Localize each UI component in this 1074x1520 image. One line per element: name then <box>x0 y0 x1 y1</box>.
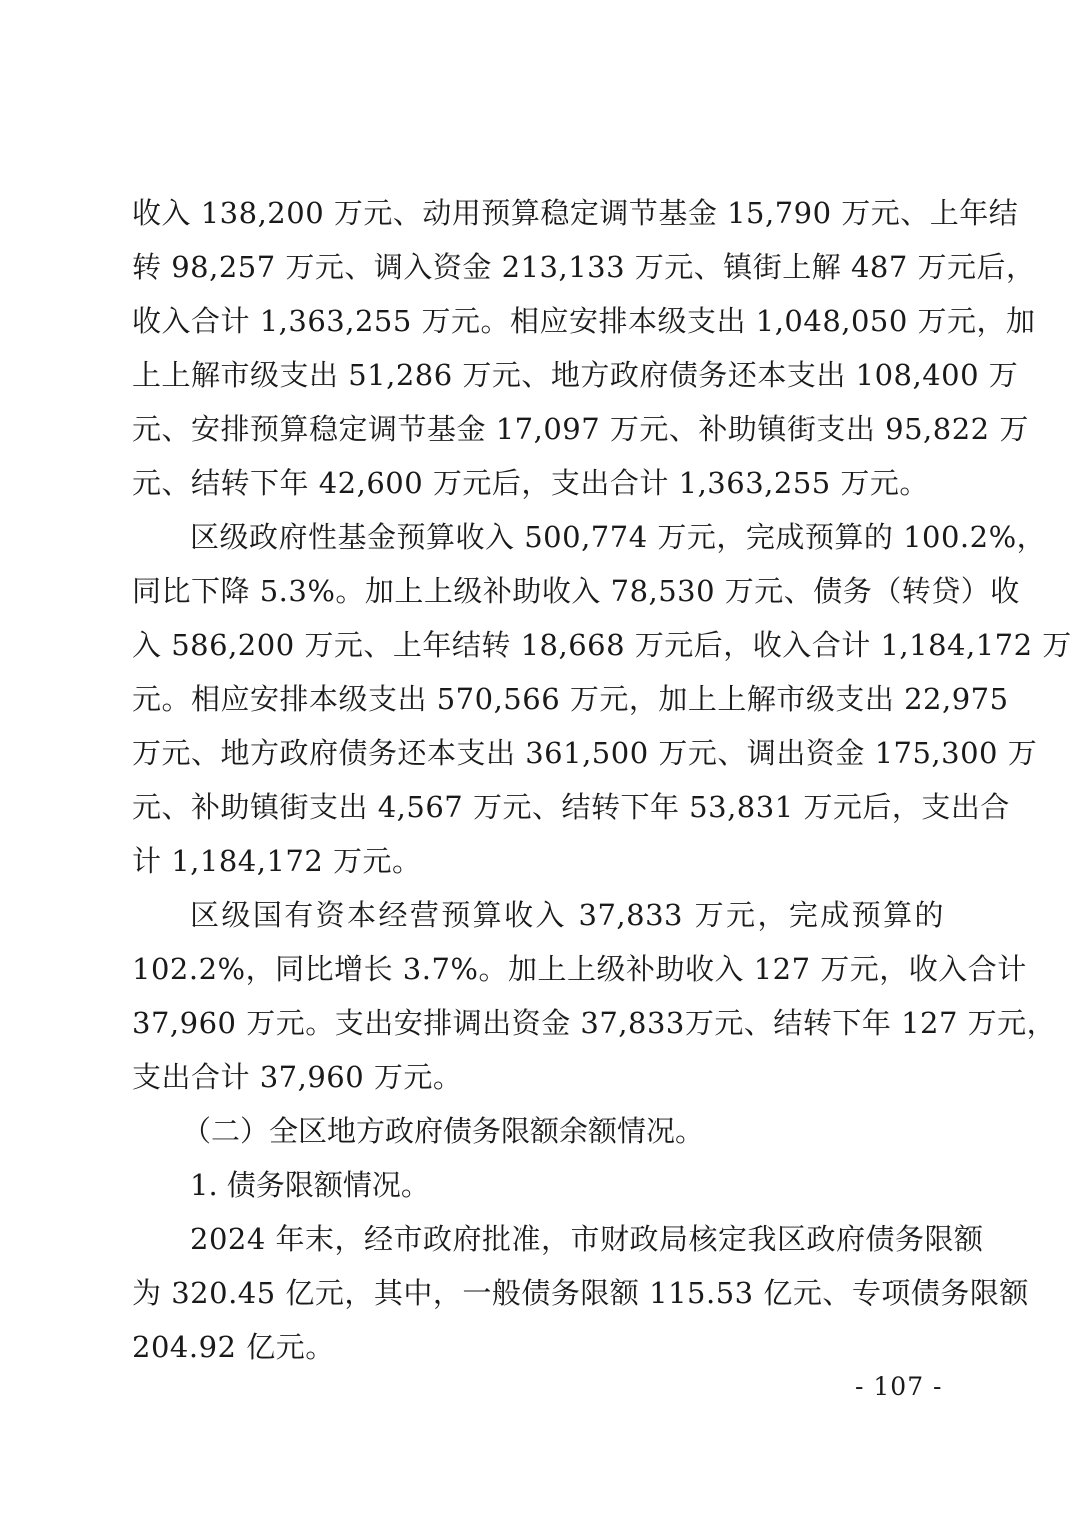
paragraph-general-budget-continuation <box>132 186 1036 510</box>
text-line: 元。相应安排本级支出 570,566 万元，加上上解市级支出 22,975 <box>132 682 1009 716</box>
text-line: 入 586,200 万元、上年结转 18,668 万元后，收入合计 1,184,172 万 <box>132 628 1072 662</box>
paragraph-government-fund-budget <box>132 510 1072 888</box>
subheading-debt-limit <box>132 1158 944 1212</box>
paragraph-state-capital-budget <box>132 888 1057 1104</box>
text-line: 204.92 亿元。 <box>132 1330 335 1364</box>
text-line: 102.2%，同比增长 3.7%。加上上级补助收入 127 万元，收入合计 <box>132 952 1027 986</box>
text-line: 转 98,257 万元、调入资金 213,133 万元、镇街上解 487 万元后， <box>132 250 1036 284</box>
page-number: - 107 - <box>855 1372 943 1401</box>
text-line: 同比下降 5.3%。加上上级补助收入 78,530 万元、债务（转贷）收 <box>132 574 1020 608</box>
paragraph-debt-limit <box>132 1212 1029 1374</box>
text-line: 区级国有资本经营预算收入 37,833 万元，完成预算的 <box>190 898 944 932</box>
text-line: 收入 138,200 万元、动用预算稳定调节基金 15,790 万元、上年结 <box>132 196 1019 230</box>
text-line: 计 1,184,172 万元。 <box>132 844 422 878</box>
text-line: 37,960 万元。支出安排调出资金 37,833万元、结转下年 127 万元， <box>132 1006 1057 1040</box>
text-line: 区级政府性基金预算收入 500,774 万元，完成预算的 100.2%， <box>190 520 1047 554</box>
text-line: 元、结转下年 42,600 万元后，支出合计 1,363,255 万元。 <box>132 466 929 500</box>
text-line: 为 320.45 亿元，其中，一般债务限额 115.53 亿元、专项债务限额 <box>132 1276 1029 1310</box>
text-line: 2024 年末，经市政府批准，市财政局核定我区政府债务限额 <box>190 1222 984 1256</box>
text-line: 元、补助镇街支出 4,567 万元、结转下年 53,831 万元后，支出合 <box>132 790 1010 824</box>
heading-text: 1. 债务限额情况。 <box>190 1168 430 1202</box>
heading-text: （二）全区地方政府债务限额余额情况。 <box>182 1114 705 1148</box>
text-line: 万元、地方政府债务还本支出 361,500 万元、调出资金 175,300 万 <box>132 736 1038 770</box>
text-line: 上上解市级支出 51,286 万元、地方政府债务还本支出 108,400 万 <box>132 358 1019 392</box>
section-heading-debt-limit-balance <box>132 1104 944 1158</box>
text-line: 支出合计 37,960 万元。 <box>132 1060 463 1094</box>
text-line: 收入合计 1,363,255 万元。相应安排本级支出 1,048,050 万元，加 <box>132 304 1036 338</box>
text-line: 元、安排预算稳定调节基金 17,097 万元、补助镇街支出 95,822 万 <box>132 412 1029 446</box>
